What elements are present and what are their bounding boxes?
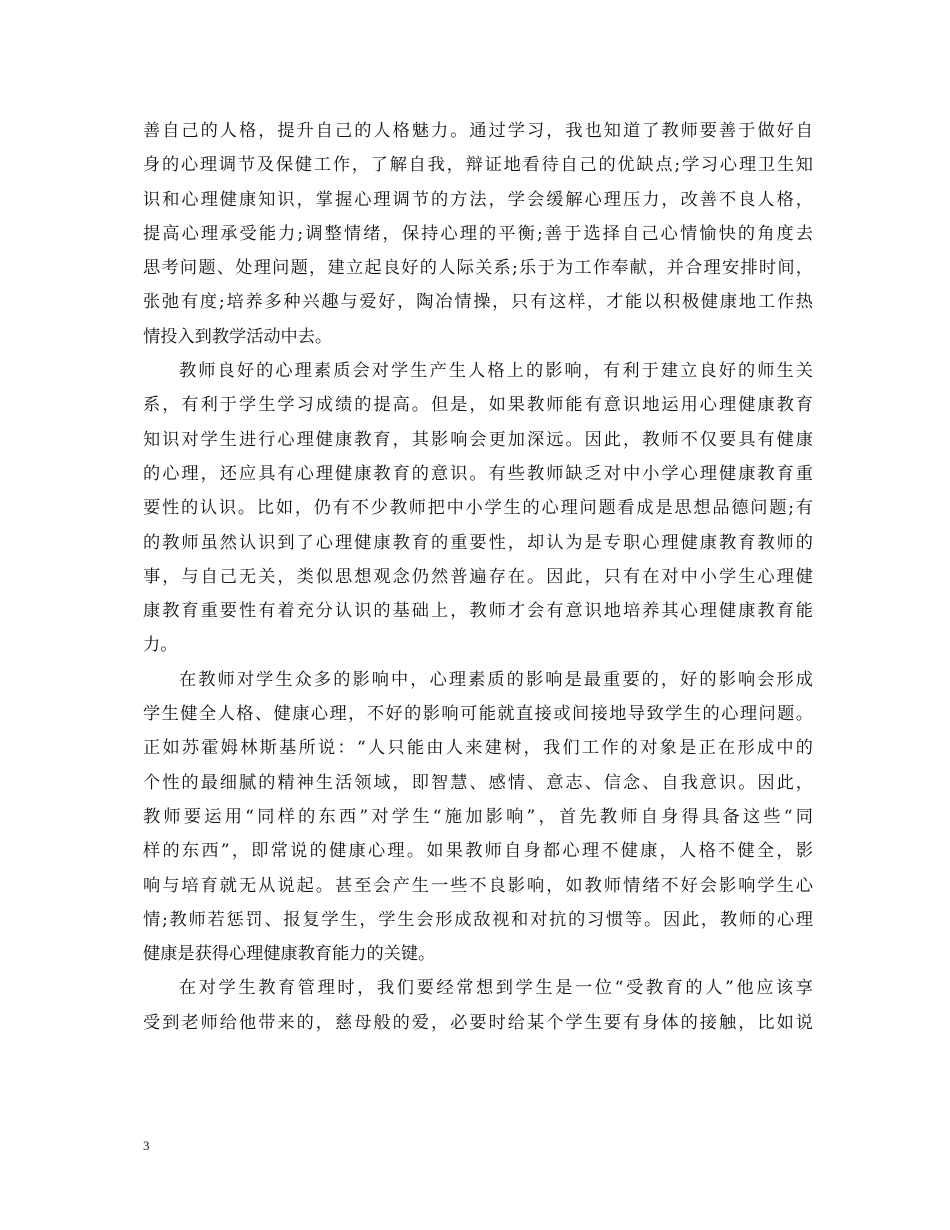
page-number: 3 (143, 1138, 150, 1153)
text-line: 情;教师若惩罚、报复学生，学生会形成敌视和对抗的习惯等。因此，教师的心理 (143, 909, 813, 930)
text-line: 康教育重要性有着充分认识的基础上，教师才会有意识地培养其心理健康教育能 (143, 601, 813, 622)
text-line: 受到老师给他带来的，慈母般的爱，必要时给某个学生要有身体的接触，比如说 (143, 1012, 813, 1033)
text-line: 识和心理健康知识，掌握心理调节的方法，学会缓解心理压力，改善不良人格， (143, 189, 813, 210)
text-line: 思考问题、处理问题，建立起良好的人际关系;乐于为工作奉献，并合理安排时间， (143, 258, 813, 279)
text-line: 在教师对学生众多的影响中，心理素质的影响是最重要的，好的影响会形成 (179, 669, 813, 690)
text-line: 样的东西”，即常说的健康心理。如果教师自身都心理不健康，人格不健全，影 (143, 841, 813, 862)
text-line: 教师良好的心理素质会对学生产生人格上的影响，有利于建立良好的师生关 (179, 361, 813, 382)
text-line: 张弛有度;培养多种兴趣与爱好，陶冶情操，只有这样，才能以积极健康地工作热 (143, 292, 813, 313)
text-line: 正如苏霍姆林斯基所说：“人只能由人来建树，我们工作的对象是正在形成中的 (143, 738, 813, 759)
text-line: 的教师虽然认识到了心理健康教育的重要性，却认为是专职心理健康教育教师的 (143, 532, 813, 553)
text-line: 教师要运用“同样的东西”对学生“施加影响”，首先教师自身得具备这些“同 (143, 806, 813, 827)
text-line: 身的心理调节及保健工作，了解自我，辩证地看待自己的优缺点;学习心理卫生知 (143, 155, 813, 176)
text-line: 知识对学生进行心理健康教育，其影响会更加深远。因此，教师不仅要具有健康 (143, 429, 813, 450)
text-line: 学生健全人格、健康心理，不好的影响可能就直接或间接地导致学生的心理问题。 (143, 704, 813, 725)
text-line: 健康是获得心理健康教育能力的关键。 (143, 944, 436, 965)
text-line: 力。 (143, 635, 178, 656)
text-line: 善自己的人格，提升自己的人格魅力。通过学习，我也知道了教师要善于做好自 (143, 121, 813, 141)
text-line: 的心理，还应具有心理健康教育的意识。有些教师缺乏对中小学心理健康教育重 (143, 463, 813, 484)
text-line: 事，与自己无关，类似思想观念仍然普遍存在。因此，只有在对中小学生心理健 (143, 566, 813, 587)
text-line: 个性的最细腻的精神生活领域，即智慧、感情、意志、信念、自我意识。因此， (143, 772, 813, 793)
body-text (143, 114, 813, 1040)
text-line: 响与培育就无从说起。甚至会产生一些不良影响，如教师情绪不好会影响学生心 (143, 875, 813, 896)
text-line: 提高心理承受能力;调整情绪，保持心理的平衡;善于选择自己心情愉快的角度去 (143, 223, 813, 244)
text-line: 在对学生教育管理时，我们要经常想到学生是一位“受教育的人”他应该享 (179, 978, 813, 999)
text-line: 要性的认识。比如，仍有不少教师把中小学生的心理问题看成是思想品德问题;有 (143, 498, 813, 519)
text-line: 情投入到教学活动中去。 (143, 326, 333, 347)
text-line: 系，有利于学生学习成绩的提高。但是，如果教师能有意识地运用心理健康教育 (143, 395, 813, 416)
